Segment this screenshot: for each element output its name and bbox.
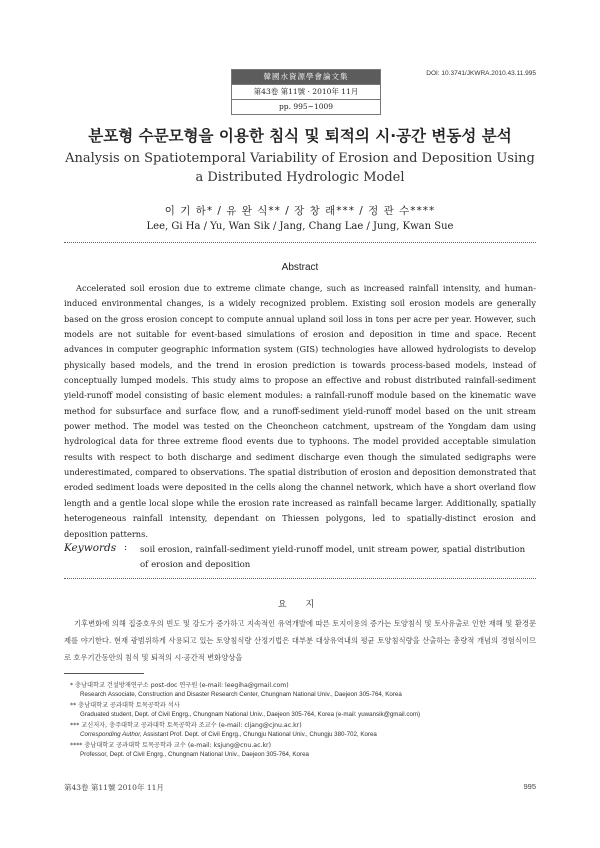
footnote-2-english: Graduated student, Dept. of Civil Engrg., Chungnam National Univ., Daejeon 305-764, Korea (e-mail: yuwansik@gmail.com) [80, 711, 421, 718]
footnote-4 [70, 741, 540, 759]
footnote-1 [70, 681, 540, 699]
journal-name: 韓國水資源學會論文集 [232, 70, 380, 84]
footnote-2 [70, 701, 540, 719]
abstract-heading: Abstract [281, 262, 319, 273]
footnote-3-korean: *** 교신저자, 충주대학교 공과대학 토목공학과 조교수 (e-mail: cljang@cjnu.ac.kr) [70, 722, 302, 729]
footnote-2-korean: ** 충남대학교 공과대학 토목공학과 석사 [70, 702, 180, 709]
authors-korean: 이 기 하* / 유 완 식** / 장 창 래*** / 정 관 수**** [164, 205, 436, 217]
journal-header-box [231, 69, 381, 115]
keywords-colon: : [124, 543, 128, 553]
footnote-4-korean: **** 충남대학교 공과대학 토목공학과 교수 (e-mail: ksjung@cnu.ac.kr) [70, 742, 272, 749]
divider-bottom [64, 578, 536, 579]
doi: DOI: 10.3741/JKWRA.2010.43.11.995 [426, 70, 536, 77]
title-english: Analysis on Spatiotemporal Variability of Erosion and Deposition Using a Distributed Hydrologic Model [65, 151, 535, 185]
footnote-3-english [70, 730, 540, 739]
footnote-1-korean: * 충남대학교 건설방재연구소 post-doc 연구원 (e-mail: leegiha@gmail.com) [70, 682, 289, 689]
authors-english: Lee, Gi Ha / Yu, Wan Sik / Jang, Chang Lae / Jung, Kwan Sue [146, 221, 454, 232]
abstract-text: Accelerated soil erosion due to extreme climate change, such as increased rainfall intensity, and human-induced environmental changes, is a widely recognized problem. Existing soil erosion models are generally based on the gross erosion concept to compute annual upland soil loss in tons per acre per year. However, such models are not suitable for event-based simulations of erosion and deposition in time and space. Recent advances in computer geographic information system (GIS) technologies have allowed hydrologists to develop physically based models, and the trend in erosion prediction is towards process-based models, instead of conceptually lumped models. This study aims to propose an effective and robust distributed rainfall-sediment yield-runoff model consisting of basic element modules: a rainfall-runoff module based on the kinematic wave method for subsurface and surface flow, and a runoff-sediment yield-runoff model based on the unit stream power method. The model was tested on the Cheoncheon catchment, upstream of the Yongdam dam using hydrological data for three extreme flood events due to typhoons. The model provided acceptable simulation results with respect to both discharge and sediment discharge even though the simulated sedigraphs were underestimated, compared to observations. The spatial distribution of erosion and deposition demonstrated that eroded sediment loads were deposited in the cells along the channel network, which have a short overland flow length and a gentle local slope while the erosion rate increased as rainfall became larger. Additionally, spatially heterogeneous rainfall intensity, dependant on Thiessen polygons, led to spatially-distinct erosion and deposition patterns. [64, 283, 536, 539]
volume-issue: 第43卷 第11號 · 2010年 11月 [232, 84, 380, 99]
summary-text: 기후변화에 의해 집중호우의 빈도 및 강도가 증가하고 지속적인 유역개발에 따른 토지이용의 증가는 토양침식 및 토사유출로 인한 재해 및 환경문제를 야기한다. 현재 광범위하게 사용되고 있는 토양침식량 산정기법은 대부분 대상유역내의 평균 토양침식량을 산출하는 총량적 개념의 경험식이므로 호우기간동안의 침식 및 퇴적의 시·공간적 변화양상을 [64, 619, 536, 662]
footnote-3-english-text: Assistant Prof. Dept. of Civil Engrg., Chungju National Univ., Chungju 380-702, Korea [143, 731, 377, 738]
keywords-label: Keywords [64, 542, 117, 554]
footnote-4-english: Professor, Dept. of Civil Engrg., Chungnam National Univ., Daejeon 305-764, Korea [80, 751, 309, 758]
footnote-1-english: Research Associate, Construction and Disaster Research Center, Chungnam National Univ., Daejeon 305-764, Korea [80, 691, 402, 698]
keywords-text: soil erosion, rainfall-sediment yield-runoff model, unit stream power, spatial distribution of erosion and deposition [140, 545, 526, 570]
title-korean: 분포형 수문모형을 이용한 침식 및 퇴적의 시·공간 변동성 분석 [88, 127, 512, 145]
footnote-rule [64, 673, 144, 674]
footer-journal-issue: 第43卷 第11號 2010年 11月 [64, 783, 164, 792]
divider-top [64, 242, 536, 243]
corresponding-author-label: Corresponding Author, [80, 731, 142, 738]
footer-page-number: 995 [523, 782, 536, 791]
page-range: pp. 995~1009 [232, 99, 380, 114]
footnote-3 [70, 721, 540, 739]
summary-heading: 요 지 [277, 600, 323, 610]
